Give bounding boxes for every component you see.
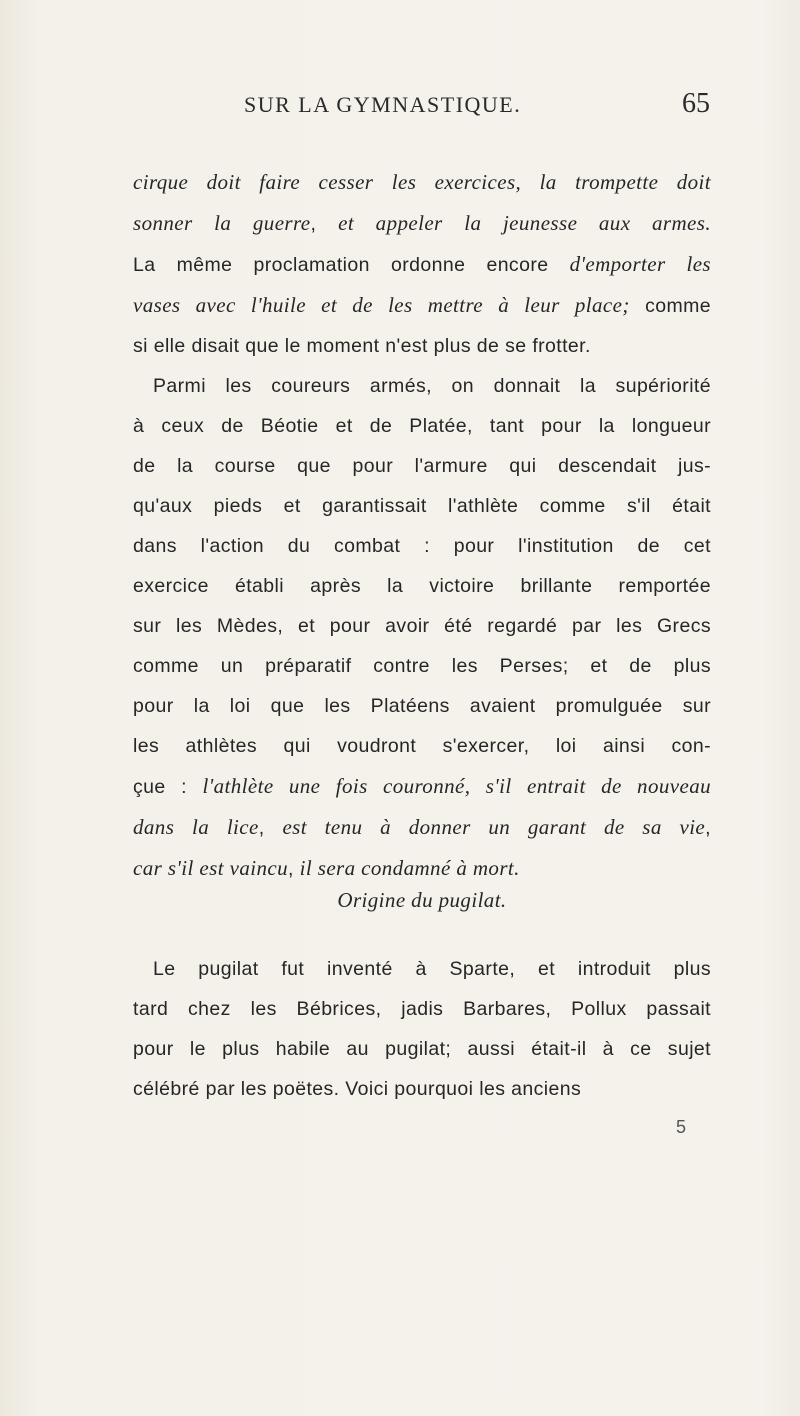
page-header — [128, 88, 710, 132]
page-number: 65 — [682, 88, 710, 119]
text-line — [133, 244, 711, 285]
body-text-bottom — [133, 949, 711, 1109]
text-line — [133, 686, 711, 726]
text-span: , — [258, 817, 283, 839]
paragraph-2 — [133, 366, 711, 889]
text-line — [133, 606, 711, 646]
text-span: , — [310, 213, 339, 235]
italic-span: sonner la guerre — [133, 211, 311, 235]
text-line — [133, 406, 711, 446]
signature-mark: 5 — [676, 1117, 687, 1137]
text-span: pour la loi que les Platéens avaient promulguée sur — [133, 695, 711, 717]
text-line — [133, 726, 711, 766]
text-span: célébré par les poëtes. Voici pourquoi les anciens — [133, 1078, 582, 1100]
italic-span: il sera condamné à mort. — [299, 856, 520, 880]
text-line — [133, 366, 711, 406]
paragraph-1 — [133, 162, 711, 366]
text-span: Parmi les coureurs armés, on donnait la supériorité — [153, 375, 711, 397]
text-line — [133, 949, 711, 989]
text-span: , — [705, 817, 711, 839]
text-span: La même proclamation ordonne encore — [133, 254, 570, 276]
text-line — [133, 203, 711, 244]
text-line — [133, 285, 711, 326]
italic-span: l'athlète une fois couronné, s'il entrait de nouveau — [202, 774, 712, 798]
text-span: qu'aux pieds et garantissait l'athlète comme s'il était — [133, 495, 711, 517]
body-text-top — [133, 162, 711, 889]
text-line — [133, 989, 711, 1029]
text-span: Le pugilat fut inventé à Sparte, et introduit plus — [153, 958, 711, 980]
text-line — [133, 807, 711, 848]
text-line — [133, 162, 711, 203]
paragraph-3 — [133, 949, 711, 1109]
section-heading: Origine du pugilat. — [337, 888, 507, 912]
italic-span: vases avec l'huile et de les mettre à leur place; — [133, 293, 630, 317]
text-line — [133, 848, 711, 889]
text-line — [133, 1029, 711, 1069]
text-line — [133, 766, 711, 807]
italic-span: et appeler la jeunesse aux armes. — [338, 211, 711, 235]
text-span: comme un préparatif contre les Perses; et de plus — [133, 655, 711, 677]
text-span: çue : — [133, 776, 203, 798]
text-line — [133, 326, 711, 366]
italic-span: cirque doit faire cesser les exercices, la trompette doit — [133, 170, 711, 194]
text-span: dans l'action du combat : pour l'institution de cet — [133, 535, 711, 557]
text-span: pour le plus habile au pugilat; aussi était-il à ce sujet — [133, 1038, 711, 1060]
text-line — [133, 446, 711, 486]
text-span: si elle disait que le moment n'est plus de se frotter. — [133, 335, 591, 357]
italic-span: dans la lice — [133, 815, 259, 839]
text-span: de la course que pour l'armure qui descendait jus- — [133, 455, 711, 477]
text-line — [133, 566, 711, 606]
running-head: SUR LA GYMNASTIQUE. — [244, 92, 522, 117]
text-line — [133, 486, 711, 526]
text-span: sur les Mèdes, et pour avoir été regardé par les Grecs — [133, 615, 711, 637]
text-span: les athlètes qui voudront s'exercer, loi ainsi con- — [133, 735, 711, 757]
text-span: à ceux de Béotie et de Platée, tant pour la longueur — [133, 415, 711, 437]
text-span: , — [287, 858, 300, 880]
text-line — [133, 526, 711, 566]
text-span: tard chez les Bébrices, jadis Barbares, Pollux passait — [133, 998, 711, 1020]
italic-span: d'emporter les — [569, 252, 711, 276]
italic-span: est tenu à donner un garant de sa vie — [282, 815, 706, 839]
text-span: comme — [629, 295, 711, 317]
text-span: exercice établi après la victoire brillante remportée — [133, 575, 711, 597]
text-line — [133, 1069, 711, 1109]
text-line — [133, 646, 711, 686]
italic-span: car s'il est vaincu — [133, 856, 288, 880]
